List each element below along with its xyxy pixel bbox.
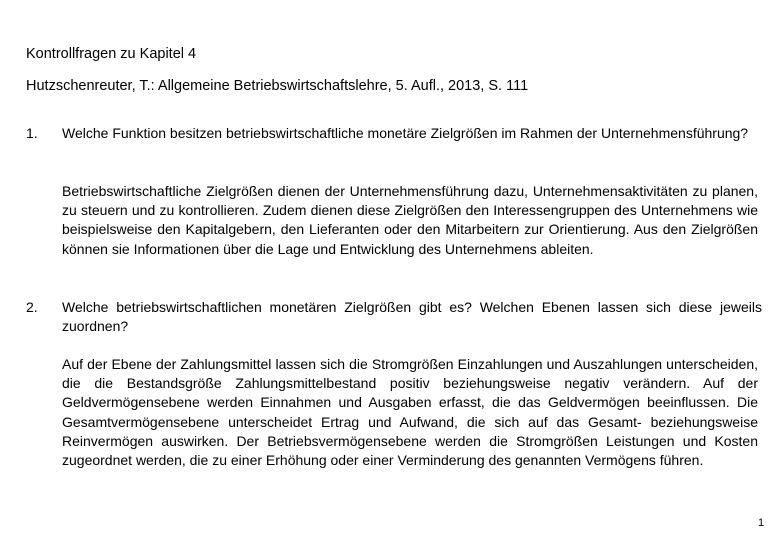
question-text: Welche Funktion besitzen betriebswirtschaftliche monetäre Zielgrößen im Rahmen der Unternehmensführung? bbox=[62, 125, 749, 141]
answer-1: Betriebswirtschaftliche Zielgrößen dienen der Unternehmensführung dazu, Unternehmensaktivitäten zu planen, zu steuern und zu kontrollieren. Zudem dienen diese Zielgrößen den Interessengruppen des Unternehmens wie beispielsweise den Kapitalgebern, den Lieferanten oder den Mitarbeitern zur Orientierung. Aus den Zielgrößen können sie Informationen über die Lage und Entwicklung des Unternehmens ableiten. bbox=[62, 183, 758, 257]
question-number: 2. bbox=[26, 299, 38, 315]
question-text: Welche betriebswirtschaftlichen monetären Zielgrößen gibt es? Welchen Ebenen lassen sich diese jeweils zuordnen? bbox=[62, 299, 762, 334]
question-1 bbox=[26, 124, 762, 143]
question-2 bbox=[26, 298, 762, 336]
source-reference: Hutzschenreuter, T.: Allgemeine Betriebswirtschaftslehre, 5. Aufl., 2013, S. 111 bbox=[26, 78, 529, 94]
page-title: Kontrollfragen zu Kapitel 4 bbox=[26, 46, 197, 62]
page-number: 1 bbox=[758, 517, 765, 529]
question-number: 1. bbox=[26, 125, 38, 141]
answer-2: Auf der Ebene der Zahlungsmittel lassen sich die Stromgrößen Einzahlungen und Auszahlungen unterscheiden, die die Bestandsgröße Zahlungsmittelbestand positiv beziehungsweise negativ verändern. Auf der Geldvermögensebene werden Einnahmen und Ausgaben erfasst, die das Geldvermögen beeinflussen. Die Gesamtvermögensebene unterscheidet Ertrag und Aufwand, die sich auf das Gesamt- beziehungsweise Reinvermögen auswirken. Der Betriebsvermögensebene werden die Stromgrößen Leistungen und Kosten zugeordnet werden, die zu einer Erhöhung oder einer Verminderung des genannten Vermögens führen. bbox=[62, 356, 758, 469]
